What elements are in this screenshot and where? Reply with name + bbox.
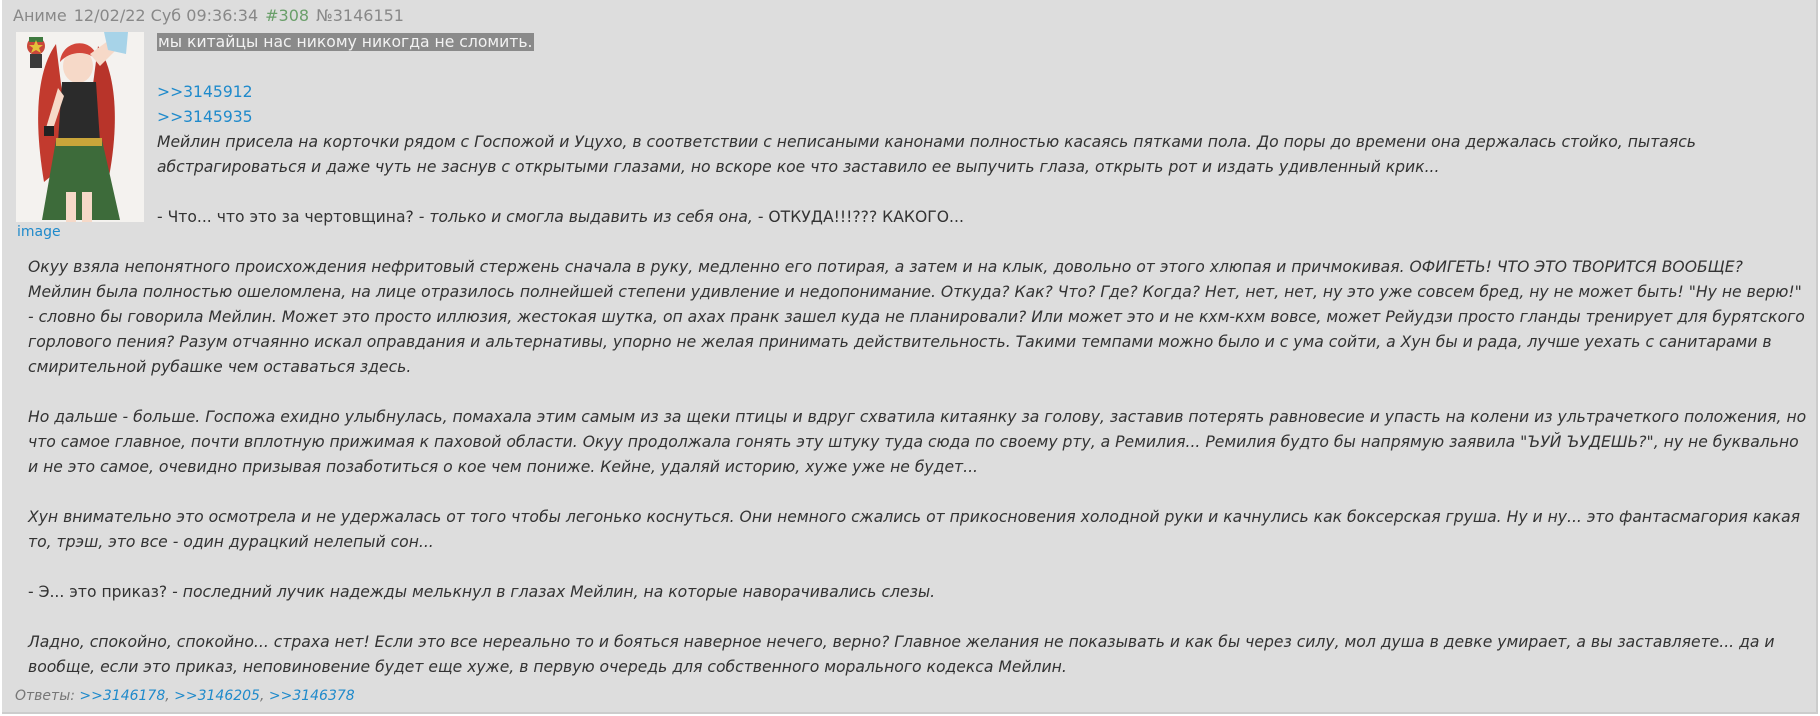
image-filename-link[interactable]: image [17,224,61,240]
post-message-top [157,30,1802,230]
dialogue-speech: - ОТКУДА!!!??? КАКОГО... [757,208,964,226]
message-paragraph: Ладно, спокойно, спокойно... страха нет! Если это все нереально то и бояться наверное нечего, верно? Главное желания не показывать и как бы через силу, мол душа в девке умирает, а вы заставляете... да и вообще, если это приказ, неповиновение будет еще хуже, в первую очередь для собственного морального кодекса Мейлин. [28,633,1775,676]
post-id-link[interactable]: №3146151 [316,5,404,25]
quote-link-3145912[interactable]: >>3145912 [157,83,253,101]
dialogue-speech: - Что... что это за чертовщина? [157,208,414,226]
reply-link[interactable]: >>3146178 [79,688,166,704]
dialogue-narration: - последний лучик надежды мелькнул в глазах Мейлин, на которые наворачивались слезы. [167,583,936,601]
message-paragraph: Хун внимательно это осмотрела и не удержалась от того чтобы легонько коснуться. Они немного сжались от прикосновения холодной руки и качнулись как боксерская груша. Ну и ну... это фантасмагория какая то, трэш, это все - один дурацкий нелепый сон... [28,508,1801,551]
post-datetime: 12/02/22 Суб 09:36:34 [73,5,259,25]
replies-line: Ответы: >>3146178, >>3146205, >>3146378 [15,688,355,704]
post-header [13,3,411,27]
replies-label: Ответы: [15,688,75,704]
dialogue-speech: - Э... это приказ? [28,583,168,601]
post-image-thumbnail[interactable] [16,32,144,222]
message-dialogue [157,205,1802,230]
poster-name: Аниме [13,5,67,25]
post [2,0,1818,714]
reply-link[interactable]: >>3146378 [268,688,355,704]
dialogue-narration: - только и смогла выдавить из себя она, [413,208,758,226]
quote-link-3145935[interactable]: >>3145935 [157,108,253,126]
anime-character-thumbnail-icon [16,32,144,222]
message-paragraph: Но дальше - больше. Госпожа ехидно улыбнулась, помахала этим самым из за щеки птицы и вдруг схватила китаянку за голову, заставив потерять равновесие и упасть на колени из ультрачеткого положения, но что самое главное, почти вплотную прижимая к паховой области. Окуу продолжала гонять эту штуку туда сюда по своему рту, а Ремилия... Ремилия будто бы напрямую заявила "ЪУЙ ЪУДЕШЬ?", ну не буквально и не это самое, очевидно призывая позаботиться о кое чем пониже. Кейне, удаляй историю, хуже уже не будет... [28,408,1807,476]
highlighted-text: мы китайцы нас никому никогда не сломить. [158,33,533,51]
message-paragraph: Мейлин присела на корточки рядом с Госпожой и Уцухо, в соответствии с неписаными канонами полностью касаясь пятками пола. До поры до времени она держалась стойко, пытаясь абстрагироваться и даже чуть не заснув с открытыми глазами, но вскоре кое что заставило ее выпучить глаза, открыть рот и издать удивленный крик... [157,133,1696,176]
message-paragraph: Окуу взяла непонятного происхождения нефритовый стержень сначала в руку, медленно его потирая, а затем и на клык, довольно от этого хлюпая и причмокивая. ОФИГЕТЬ! ЧТО ЭТО ТВОРИТСЯ ВООБЩЕ? Мейлин была полностью ошеломлена, на лице отразилось полнейшей степени удивление и недопонимание. Откуда? Как? Что? Где? Когда? Нет, нет, нет, ну это уже совсем бред, ну не может быть! "Ну не верю!" - словно бы говорила Мейлин. Может это просто иллюзия, жестокая шутка, оп ахах пранк зашел куда не планировали? Или может это и не кхм-кхм вовсе, может Рейудзи просто гланды тренирует для бурятского горлового пения? Разум отчаянно искал оправдания и альтернативы, упорно не желая принимать действительность. Такими темпами можно было и с ума сойти, а Хун бы и рада, лучше уехать с санитарами в смирительной рубашке чем оставаться здесь. [28,258,1805,376]
reply-link[interactable]: >>3146205 [174,688,260,704]
post-message-body [28,255,1808,680]
post-number-link[interactable]: #308 [265,5,310,25]
message-dialogue [28,580,1808,605]
